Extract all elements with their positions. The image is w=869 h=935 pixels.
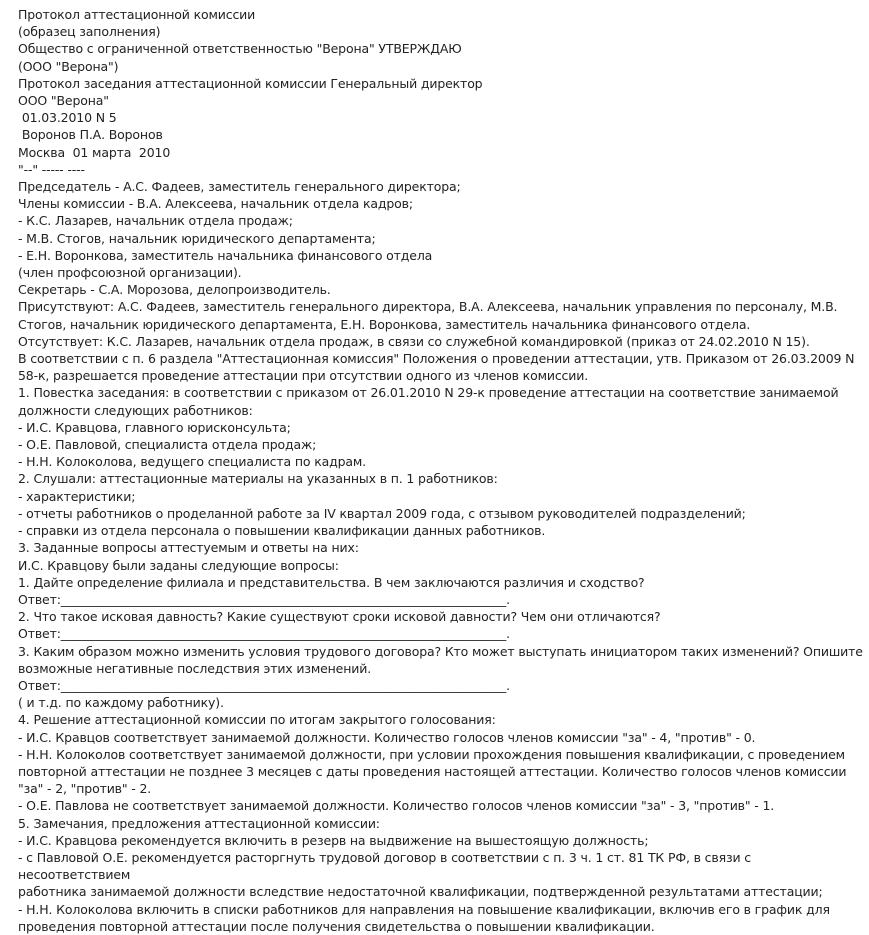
answer-line: Ответ:_________________________________________________________________________. [18,591,510,607]
agenda-item: - Н.Н. Колоколова, ведущего специалиста по кадрам. [18,454,366,470]
meeting-title-line: Протокол заседания аттестационной комиссии Генеральный директор [18,75,483,91]
decision-heading: 4. Решение аттестационной комиссии по итогам закрытого голосования: [18,712,496,728]
agenda-heading: 1. Повестка заседания: в соответствии с приказом от 26.01.2010 N 29-к проведение аттестации на соответствие занимаемой [18,385,839,401]
etc-note: ( и т.д. по каждому работнику). [18,695,224,711]
agenda-item: - О.Е. Павловой, специалиста отдела продаж; [18,437,317,453]
member-item: - М.В. Стогов, начальник юридического департамента; [18,230,376,246]
present-line-cont: Стогов, начальник юридического департамента, Е.Н. Воронкова, заместитель начальника финансового отдела. [18,316,751,332]
agenda-heading-cont: должности следующих работников: [18,402,253,418]
agenda-item: - И.С. Кравцова, главного юрисконсульта; [18,419,291,435]
heard-item: - справки из отдела персонала о повышении квалификации данных работников. [18,523,546,539]
question-item: 3. Каким образом можно изменить условия трудового договора? Кто может выступать инициатором таких изменений? Опишите [18,643,863,659]
place-date: Москва 01 марта 2010 [18,144,171,160]
heard-item: - характеристики; [18,488,136,504]
present-line: Присутствуют: А.С. Фадеев, заместитель генерального директора, В.А. Алексеева, начальник управления по персоналу, М.В. [18,299,838,315]
date-placeholder: "--" ----- ---- [18,161,85,177]
director-signature: Воронов П.А. Воронов [18,127,163,143]
doc-title: Протокол аттестационной комиссии [18,7,256,22]
questions-heading: 3. Заданные вопросы аттестуемым и ответы на них: [18,540,359,556]
director-company: ООО "Верона" [18,93,109,109]
doc-subtitle: (образец заполнения) [18,24,161,40]
question-item: 2. Что такое исковая давность? Какие существуют сроки исковой давности? Чем они отличаются? [18,609,661,625]
quorum-line: В соответствии с п. 6 раздела "Аттестационная комиссия" Положения о проведении аттестации, утв. Приказом от 26.03.2009 N [18,351,855,367]
remarks-item: - с Павловой О.Е. рекомендуется расторгнуть трудовой договор в соответствии с п. 3 ч. 1 ст. 81 ТК РФ, в связи с несоответствием [18,849,755,883]
decision-item-cont: повторной аттестации не позднее 3 месяцев с даты проведения настоящей аттестации. Количество голосов членов комиссии [18,763,847,779]
member-item: - Е.Н. Воронкова, заместитель начальника финансового отдела [18,247,433,263]
answer-line: Ответ:_________________________________________________________________________. [18,626,510,642]
decision-item: - О.Е. Павлова не соответствует занимаемой должности. Количество голосов членов комиссии "за" - 3, "против" - 1. [18,798,775,814]
company-name-line: Общество с ограниченной ответственностью "Верона" УТВЕРЖДАЮ [18,41,462,57]
member-note: (член профсоюзной организации). [18,265,242,281]
protocol-date-number: 01.03.2010 N 5 [18,110,117,126]
heard-heading: 2. Слушали: аттестационные материалы на указанных в п. 1 работников: [18,471,498,487]
decision-item-cont: "за" - 2, "против" - 2. [18,781,152,797]
decision-item: - Н.Н. Колоколов соответствует занимаемой должности, при условии прохождения повышения квалификации, с проведением [18,746,845,762]
quorum-line-cont: 58-к, разрешается проведение аттестации при отсутствии одного из членов комиссии. [18,368,589,384]
remarks-item: - И.С. Кравцова рекомендуется включить в резерв на выдвижение на вышестоящую должность; [18,832,649,848]
remarks-heading: 5. Замечания, предложения аттестационной комиссии: [18,815,380,831]
members-line: Члены комиссии - В.А. Алексеева, начальник отдела кадров; [18,196,413,212]
decision-item: - И.С. Кравцов соответствует занимаемой должности. Количество голосов членов комиссии "за" - 4, "против" - 0. [18,729,756,745]
chairman-line: Председатель - А.С. Фадеев, заместитель генерального директора; [18,179,461,195]
absent-line: Отсутствует: К.С. Лазарев, начальник отдела продаж, в связи со служебной командировкой (приказ от 24.02.2010 N 15). [18,333,810,349]
heard-item: - отчеты работников о проделанной работе за IV квартал 2009 года, с отзывом руководителей подразделений; [18,505,746,521]
questions-intro: И.С. Кравцову были заданы следующие вопросы: [18,557,339,573]
company-short-name: (ООО "Верона") [18,58,119,74]
remarks-item-cont: проведения повторной аттестации после получения свидетельства о повышении квалификации. [18,918,655,934]
question-item-cont: возможные негативные последствия этих изменений. [18,660,372,676]
remarks-item-cont: работника занимаемой должности вследствие недостаточной квалификации, подтвержденной результатами аттестации; [18,884,823,900]
member-item: - К.С. Лазарев, начальник отдела продаж; [18,213,293,229]
protocol-document [18,6,863,935]
secretary-line: Секретарь - С.А. Морозова, делопроизводитель. [18,282,331,298]
remarks-item: - Н.Н. Колоколова включить в списки работников для направления на повышение квалификации, включив его в график для [18,901,830,917]
question-item: 1. Дайте определение филиала и представительства. В чем заключаются различия и сходство? [18,574,645,590]
answer-line: Ответ:_________________________________________________________________________. [18,677,510,693]
